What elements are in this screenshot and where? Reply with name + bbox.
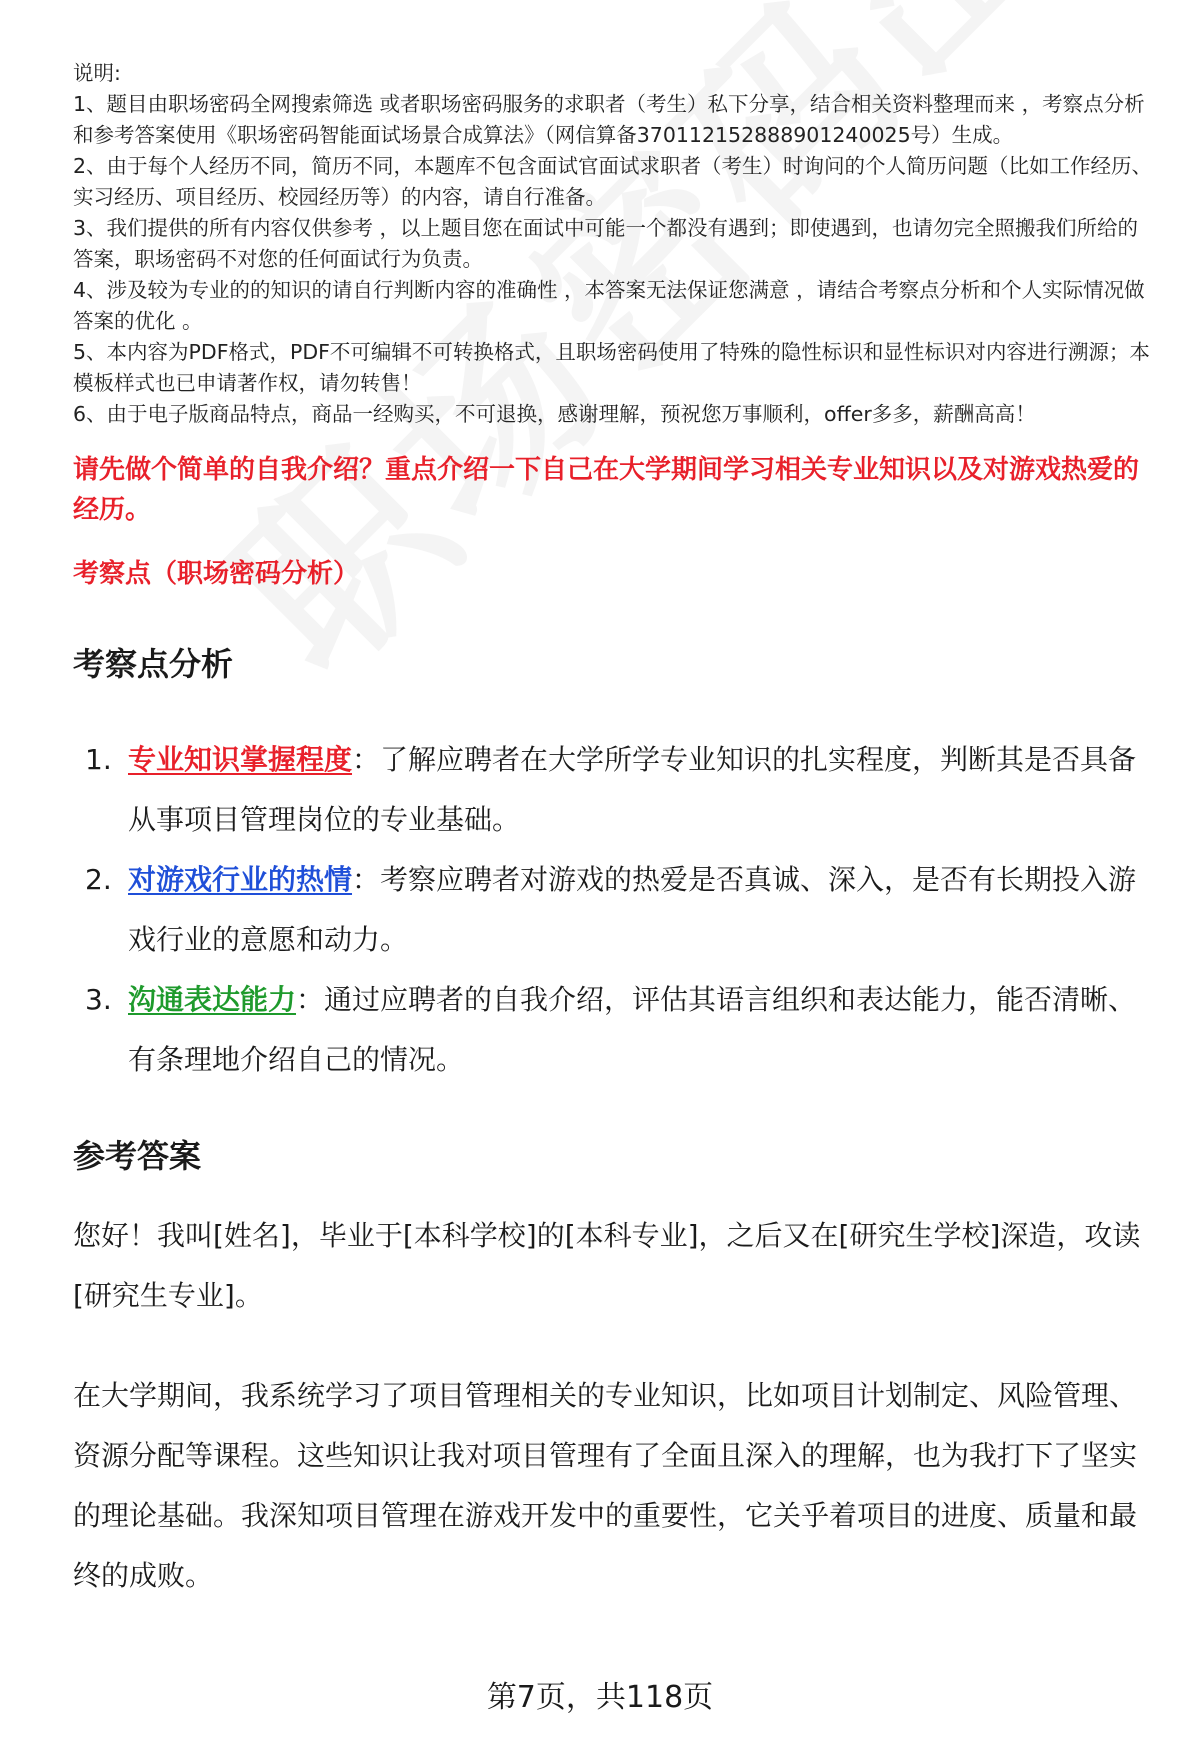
point-text: 了解应聘者在大学所学专业知识的扎实程度，判断其是否具备从事项目管理岗位的专业基础。 bbox=[128, 743, 1137, 836]
page-number: 第7页，共118页 bbox=[486, 1680, 714, 1715]
point-number: 1. bbox=[85, 743, 112, 776]
point-separator: ： bbox=[352, 743, 381, 776]
point-text: 考察应聘者对游戏的热爱是否真诚、深入，是否有长期投入游戏行业的意愿和动力。 bbox=[128, 863, 1137, 956]
notice-section bbox=[73, 58, 1153, 430]
notice-item: 2、由于每个人经历不同，简历不同，本题库不包含面试官面试求职者（考生）时询问的个人简历问题（比如工作经历、实习经历、项目经历、校园经历等）的内容，请自行准备。 bbox=[73, 154, 1153, 209]
notice-heading: 说明: bbox=[73, 61, 121, 85]
point-keyword: 沟通表达能力 bbox=[128, 983, 297, 1016]
notice-item: 4、涉及较为专业的的知识的请自行判断内容的准确性 ，本答案无法保证您满意 ，请结合考察点分析和个人实际情况做答案的优化 。 bbox=[73, 278, 1145, 333]
point-separator: ： bbox=[352, 863, 381, 896]
answer-paragraph: 您好！我叫[姓名]，毕业于[本科学校]的[本科专业]，之后又在[研究生学校]深造，攻读[研究生专业]。 bbox=[73, 1219, 1141, 1312]
answer-paragraph: 在大学期间，我系统学习了项目管理相关的专业知识，比如项目计划制定、风险管理、资源分配等课程。这些知识让我对项目管理有了全面且深入的理解，也为我打下了坚实的理论基础。我深知项目管理在游戏开发中的重要性，它关乎着项目的进度、质量和最终的成败。 bbox=[73, 1379, 1138, 1592]
point-keyword: 专业知识掌握程度 bbox=[128, 743, 353, 776]
answer-title: 参考答案 bbox=[73, 1137, 202, 1175]
point-number: 3. bbox=[85, 983, 112, 1016]
notice-item: 6、由于电子版商品特点，商品一经购买，不可退换，感谢理解，预祝您万事顺利，offer多多，薪酬高高！ bbox=[73, 402, 1036, 426]
point-text: 通过应聘者的自我介绍，评估其语言组织和表达能力，能否清晰、有条理地介绍自己的情况。 bbox=[128, 983, 1137, 1076]
notice-item: 5、本内容为PDF格式，PDF不可编辑不可转换格式，且职场密码使用了特殊的隐性标识和显性标识对内容进行溯源；本模板样式也已申请著作权，请勿转售！ bbox=[73, 340, 1150, 395]
analysis-point bbox=[73, 730, 1153, 850]
analysis-point bbox=[73, 850, 1153, 970]
analysis-point bbox=[73, 970, 1153, 1090]
page-content bbox=[73, 58, 1153, 1606]
notice-item: 3、我们提供的所有内容仅供参考 ，以上题目您在面试中可能一个都没有遇到；即使遇到，也请勿完全照搬我们所给的答案，职场密码不对您的任何面试行为负责。 bbox=[73, 216, 1139, 271]
interview-question: 请先做个简单的自我介绍？重点介绍一下自己在大学期间学习相关专业知识以及对游戏热爱的经历。 bbox=[73, 455, 1140, 525]
analysis-label: 考察点（职场密码分析） bbox=[73, 559, 360, 589]
analysis-title: 考察点分析 bbox=[73, 645, 234, 683]
point-separator: ： bbox=[296, 983, 325, 1016]
notice-item: 1、题目由职场密码全网搜索筛选 或者职场密码服务的求职者（考生）私下分享，结合相关资料整理而来 ，考察点分析和参考答案使用《职场密码智能面试场景合成算法》（网信算备370112152888901240025号）生成。 bbox=[73, 92, 1145, 147]
point-keyword: 对游戏行业的热情 bbox=[128, 863, 353, 896]
answer-section bbox=[73, 1134, 1153, 1606]
point-number: 2. bbox=[85, 863, 112, 896]
analysis-list bbox=[73, 730, 1153, 1090]
